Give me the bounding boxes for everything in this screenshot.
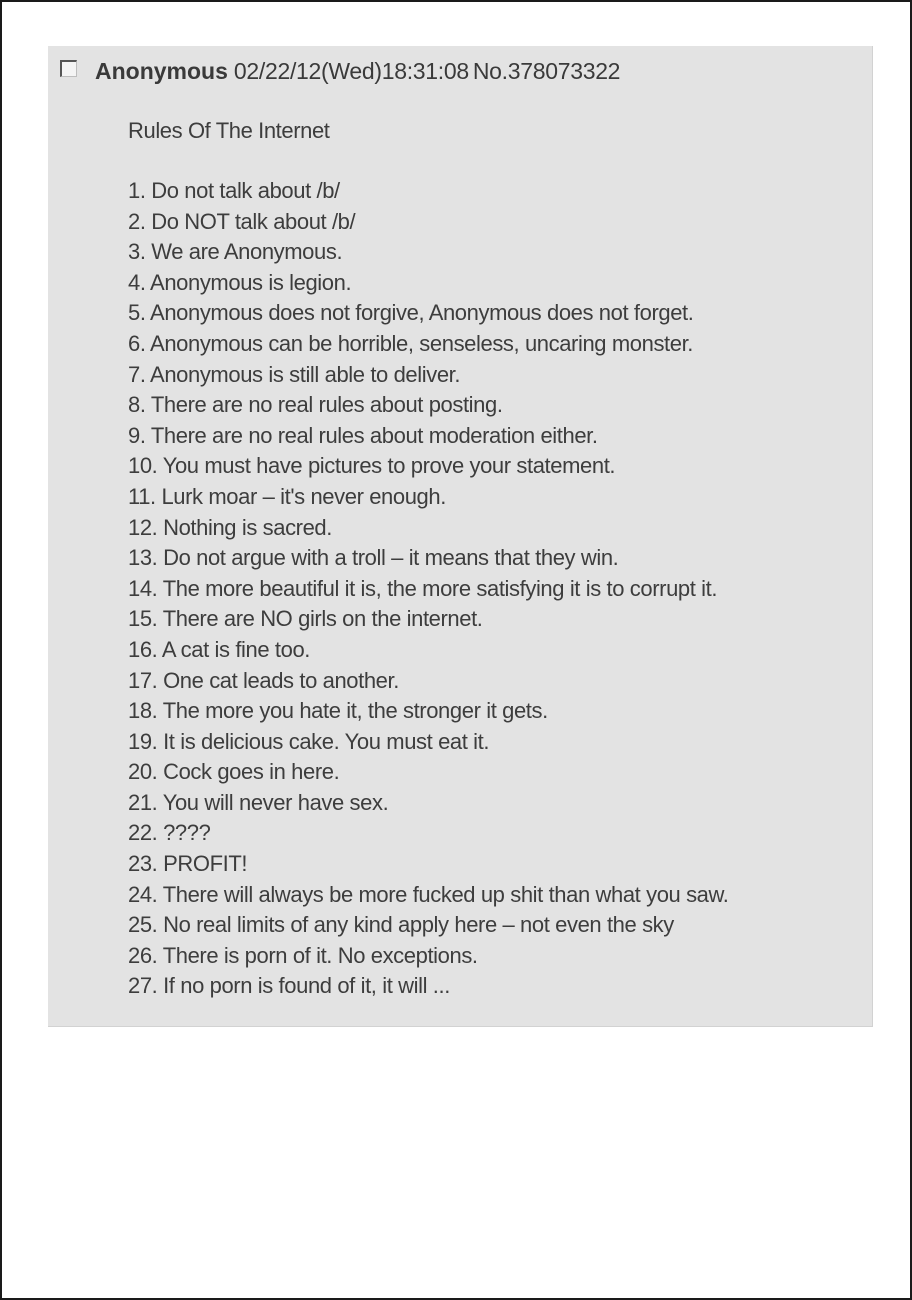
- rule-item: 24. There will always be more fucked up shit than what you saw.: [128, 881, 729, 907]
- rule-item: 18. The more you hate it, the stronger it gets.: [128, 698, 548, 724]
- rule-item: 10. You must have pictures to prove your statement.: [128, 453, 616, 479]
- rule-item: 21. You will never have sex.: [128, 789, 389, 815]
- rule-item: 16. A cat is fine too.: [128, 636, 310, 662]
- post-body: [128, 116, 729, 1002]
- rule-item: 1. Do not talk about /b/: [128, 178, 340, 203]
- rule-item: 22. ????: [128, 820, 211, 846]
- rule-item: 15. There are NO girls on the internet.: [128, 606, 483, 632]
- rule-item: 20. Cock goes in here.: [128, 759, 340, 785]
- rule-item: 11. Lurk moar – it's never enough.: [128, 483, 446, 509]
- rule-item: 4. Anonymous is legion.: [128, 269, 352, 295]
- post-number[interactable]: No.378073322: [472, 57, 621, 84]
- rule-item: 2. Do NOT talk about /b/: [128, 208, 356, 234]
- post-timestamp: 02/22/12(Wed)18:31:08: [233, 57, 469, 84]
- rule-item: 12. Nothing is sacred.: [128, 514, 332, 540]
- rule-item: 3. We are Anonymous.: [128, 239, 343, 265]
- post-select-checkbox[interactable]: [60, 60, 77, 77]
- rule-item: 19. It is delicious cake. You must eat it.: [128, 728, 490, 754]
- rule-item: 14. The more beautiful it is, the more satisfying it is to corrupt it.: [128, 575, 718, 601]
- rule-item: 26. There is porn of it. No exceptions.: [128, 942, 478, 968]
- post-title: Rules Of The Internet: [128, 118, 330, 143]
- rule-item: 6. Anonymous can be horrible, senseless, uncaring monster.: [128, 330, 694, 356]
- post-header: [60, 56, 620, 86]
- rule-item: 27. If no porn is found of it, it will ...: [128, 973, 450, 999]
- rule-item: 25. No real limits of any kind apply here – not even the sky: [128, 912, 674, 938]
- post-reply: [48, 46, 873, 1027]
- rule-item: 5. Anonymous does not forgive, Anonymous does not forget.: [128, 300, 694, 326]
- rule-item: 7. Anonymous is still able to deliver.: [128, 361, 461, 387]
- rule-item: 23. PROFIT!: [128, 851, 248, 877]
- rule-item: 13. Do not argue with a troll – it means that they win.: [128, 545, 619, 571]
- rule-item: 17. One cat leads to another.: [128, 667, 399, 693]
- rule-item: 9. There are no real rules about moderation either.: [128, 422, 598, 448]
- poster-name: Anonymous: [95, 57, 228, 84]
- rules-list: [128, 176, 729, 1002]
- rule-item: 8. There are no real rules about posting.: [128, 392, 503, 418]
